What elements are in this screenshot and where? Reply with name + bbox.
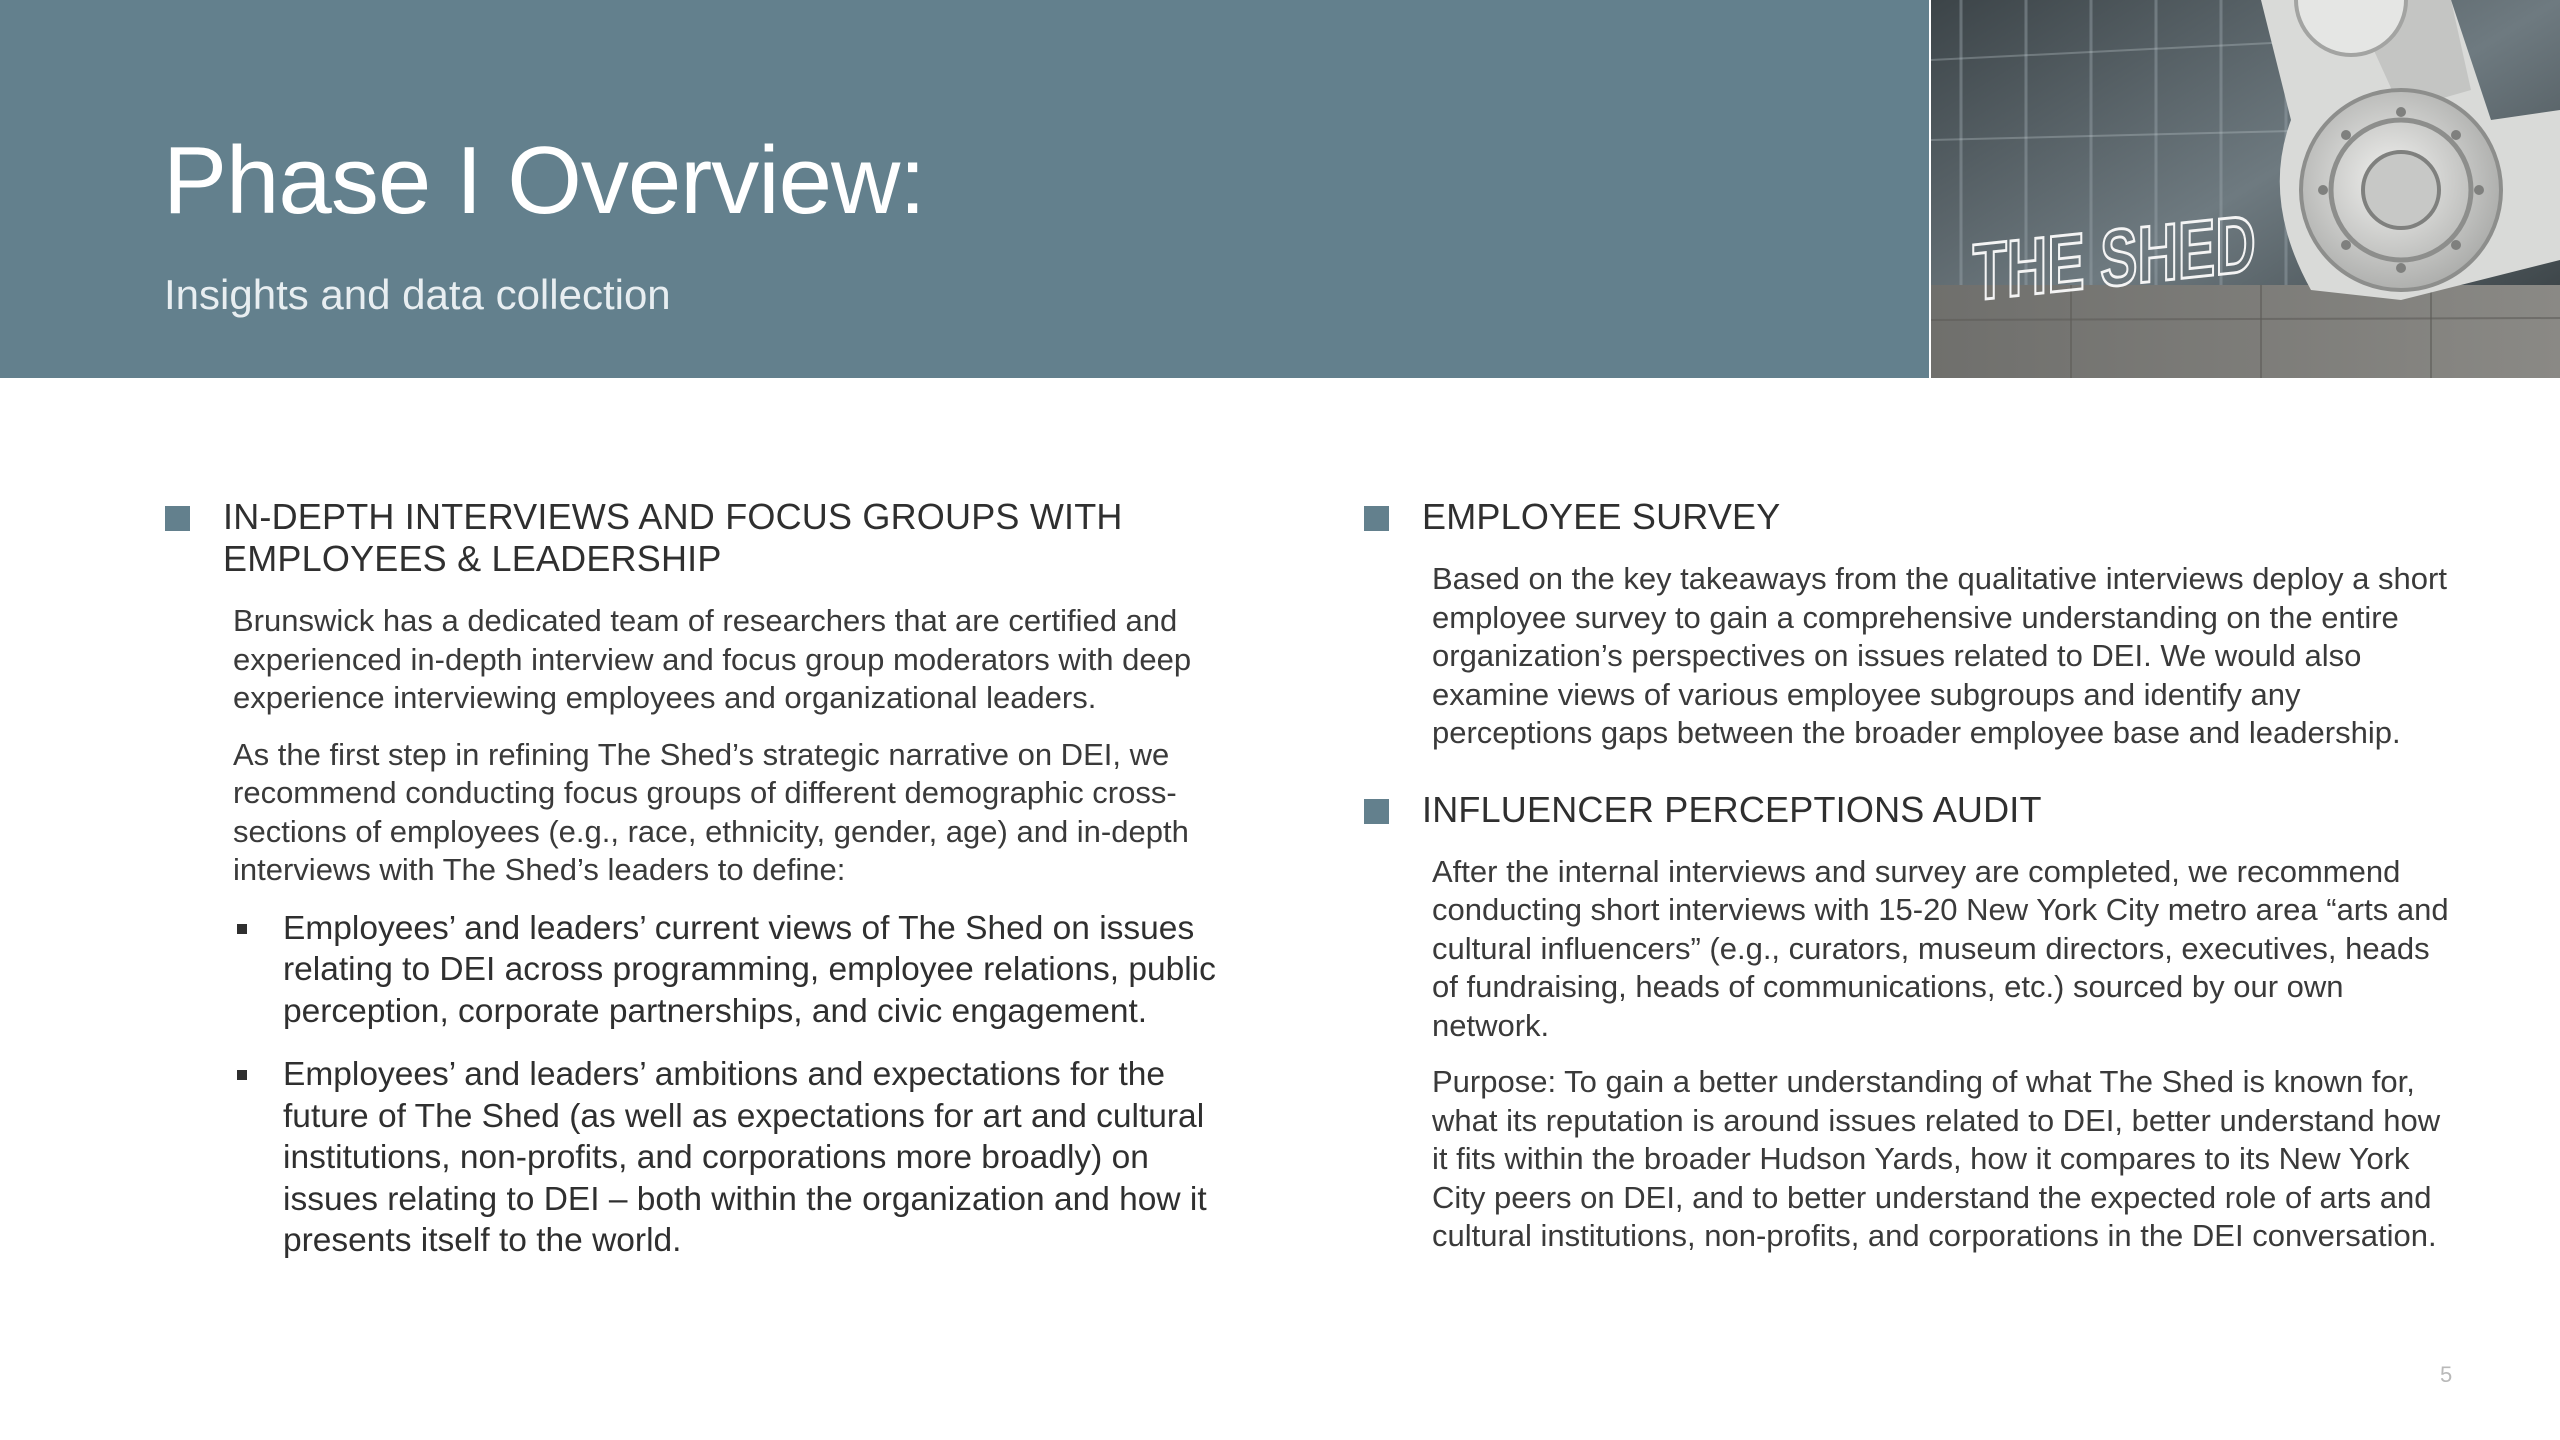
- interviews-heading-text: IN-DEPTH INTERVIEWS AND FOCUS GROUPS WITH EMPLOYEES & LEADERSHIP: [223, 496, 1123, 579]
- header-photo: [1931, 0, 2560, 378]
- square-bullet-icon: [1364, 506, 1389, 531]
- square-bullet-icon: [1364, 799, 1389, 824]
- survey-paragraph: Based on the key takeaways from the qualitative interviews deploy a short employee survey to gain a comprehensive understanding on the entire organization’s perspectives on issues related to DEI. We would also examine views of various employee subgroups and identify any perceptions gaps between the broader employee base and leadership.: [1432, 561, 2447, 750]
- square-bullet-icon: [165, 506, 190, 531]
- list-item: [233, 1054, 1243, 1262]
- list-item-text: Employees’ and leaders’ current views of The Shed on issues relating to DEI across programming, employee relations, public perception, corporate partnerships, and civic engagement.: [283, 909, 1216, 1030]
- interviews-paragraph: As the first step in refining The Shed’s strategic narrative on DEI, we recommend conducting focus groups of different demographic cross-sections of employees (e.g., race, ethnicity, gender, age) and in-depth interviews with The Shed’s leaders to define:: [233, 736, 1189, 887]
- audit-heading-text: INFLUENCER PERCEPTIONS AUDIT: [1422, 788, 2042, 830]
- audit-purpose-paragraph: Purpose: To gain a better understanding of what The Shed is known for, what its reputation is around issues related to DEI, better understand how it fits within the broader Hudson Yards, how it compares to its New York City peers on DEI, and to better understand the expected role of arts and cultural institutions, non-profits, and corporations in the DEI conversation.: [1432, 1064, 2441, 1253]
- survey-section-heading: [1362, 496, 2452, 538]
- small-square-bullet-icon: [237, 924, 247, 934]
- interviews-section-heading: [163, 496, 1243, 580]
- audit-section-heading: [1362, 789, 2452, 831]
- small-square-bullet-icon: [237, 1070, 247, 1080]
- survey-heading-text: EMPLOYEE SURVEY: [1422, 496, 1781, 537]
- audit-paragraph: After the internal interviews and survey are completed, we recommend conducting short interviews with 15-20 New York City metro area “arts and cultural influencers” (e.g., curators, museum directors, executives, heads of fundraising, heads of communications, etc.) sourced by our own network.: [1432, 853, 2449, 1043]
- interviews-bullet-list: [233, 908, 1243, 1262]
- shed-sign-text: THE SHED: [1972, 197, 2256, 318]
- left-column: [163, 496, 1243, 1284]
- list-item-text: Employees’ and leaders’ ambitions and expectations for the future of The Shed (as well as expectations for art and cultural institutions, non-profits, and corporations more broadly) on issues relating to DEI – both within the organization and how it presents itself to the world.: [283, 1056, 1207, 1259]
- page-title: Phase I Overview:: [163, 127, 925, 234]
- header-banner: [0, 0, 1929, 378]
- right-column: [1362, 496, 2452, 1274]
- page-subtitle: Insights and data collection: [164, 271, 671, 318]
- interviews-paragraph: Brunswick has a dedicated team of researchers that are certified and experienced in-depth interview and focus group moderators with deep experience interviewing employees and organizational leaders.: [233, 603, 1192, 715]
- list-item: [233, 908, 1243, 1033]
- page-number: 5: [2440, 1362, 2453, 1387]
